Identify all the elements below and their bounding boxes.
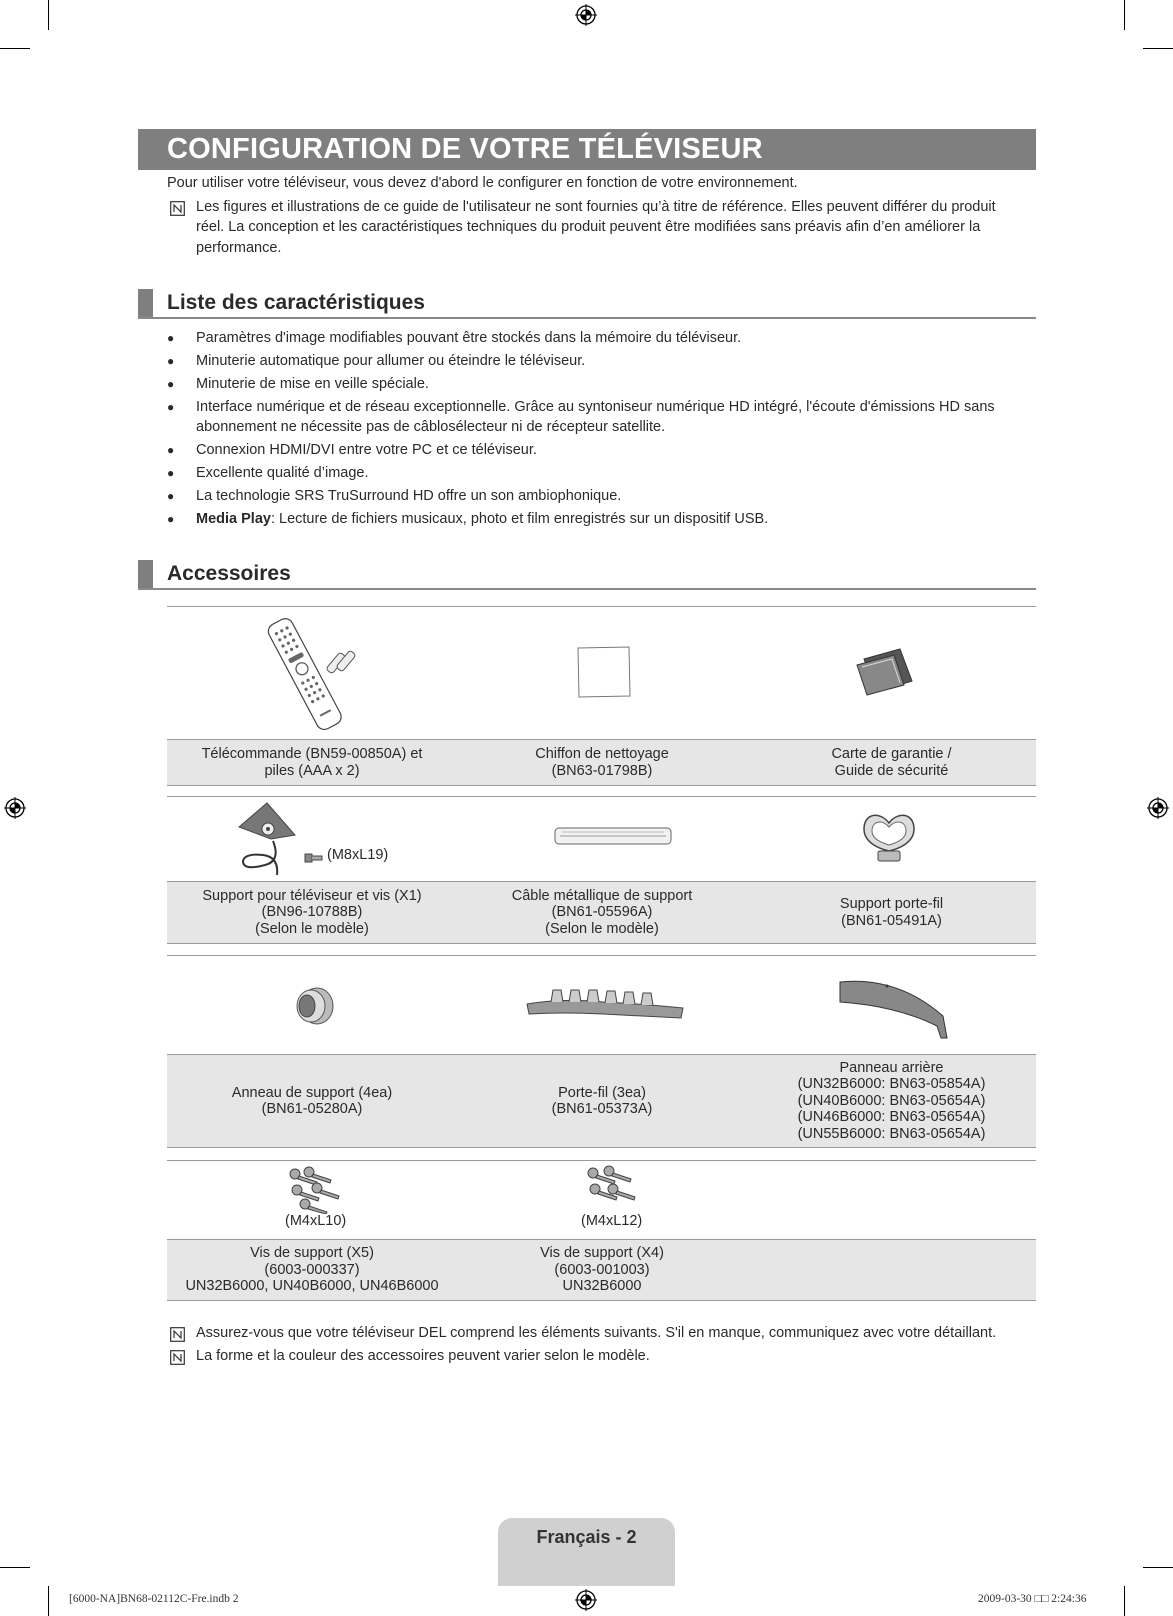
section-marker <box>138 560 153 588</box>
registration-mark-icon <box>1147 797 1169 819</box>
tv-stand-icon <box>235 801 331 881</box>
caption-line: piles (AAA x 2) <box>264 762 360 779</box>
caption-line: (BN96-10788B) <box>261 904 363 921</box>
remote-control-icon <box>262 612 377 737</box>
crop-mark <box>1124 1586 1125 1616</box>
caption-row <box>167 1054 1036 1148</box>
accessories-row <box>167 955 1036 1148</box>
caption-line: (BN63-01798B) <box>551 762 653 779</box>
note-icon <box>170 1327 185 1342</box>
accessories-row <box>167 606 1036 786</box>
features-list <box>167 328 1037 532</box>
accessory-caption-screws-x5 <box>167 1240 457 1300</box>
screws-icon <box>585 1165 641 1209</box>
list-item <box>167 509 1037 529</box>
crop-mark <box>0 1567 30 1568</box>
caption-line: Vis de support (X5) <box>250 1245 374 1262</box>
cable-tie-icon <box>523 986 687 1026</box>
caption-line: (6003-000337) <box>264 1261 360 1278</box>
accessories-heading: Accessoires <box>167 562 291 585</box>
list-item-line: abonnement ne nécessite pas de câblosélecteur ni de récepteur satellite. <box>196 419 666 435</box>
accessories-section-heading <box>138 560 1036 590</box>
list-item-line: Interface numérique et de réseau exceptionnelle. Grâce au syntoniseur numérique HD intégré, l'écoute d'émissions HD sans <box>196 399 995 415</box>
caption-line: Chiffon de nettoyage <box>535 746 669 762</box>
caption-line: Guide de sécurité <box>834 762 949 779</box>
accessories-row <box>167 796 1036 944</box>
caption-line: Télécommande (BN59-00850A) et <box>201 746 423 762</box>
accessory-caption-ring <box>167 1055 457 1147</box>
list-item: ● Minuterie de mise en veille spéciale. <box>167 374 1037 394</box>
crop-mark <box>48 0 49 30</box>
caption-line: (BN61-05491A) <box>841 912 942 929</box>
caption-row <box>167 881 1036 944</box>
caption-line: (BN61-05373A) <box>551 1101 653 1117</box>
media-play-description: : Lecture de fichiers musicaux, photo et film enregistrés sur un dispositif USB. <box>270 511 769 527</box>
features-heading: Liste des caractéristiques <box>167 291 425 314</box>
caption-line: (Selon le modèle) <box>545 920 659 937</box>
crop-mark <box>0 48 30 49</box>
crop-mark <box>48 1586 49 1616</box>
crop-mark <box>1143 1567 1173 1568</box>
media-play-label: Media Play <box>196 511 271 527</box>
warranty-card-icon <box>854 645 916 697</box>
note-text: Assurez-vous que votre téléviseur DEL comprend les éléments suivants. S'il en manque, communiquez avec votre détaillant. <box>196 1325 997 1341</box>
screw-size-label: (M4xL10) <box>285 1213 347 1229</box>
caption-line: (UN55B6000: BN63-05654A) <box>797 1125 986 1142</box>
support-ring-icon <box>289 984 337 1028</box>
support-cable-icon <box>552 823 674 849</box>
accessory-caption-cable-tie <box>457 1055 747 1147</box>
list-item <box>167 397 1037 437</box>
note-icon <box>170 201 185 216</box>
cleaning-cloth-icon <box>575 645 633 699</box>
intro-text: Pour utiliser votre téléviseur, vous devez d'abord le configurer en fonction de votre environnement. <box>167 175 798 191</box>
back-panel-icon <box>837 976 953 1042</box>
note-text: La forme et la couleur des accessoires peuvent varier selon le modèle. <box>196 1348 650 1364</box>
list-item: ● Minuterie automatique pour allumer ou éteindre le téléviseur. <box>167 351 1037 371</box>
accessory-caption-cloth <box>457 740 747 785</box>
accessory-caption-screws-x4 <box>457 1240 747 1300</box>
section-marker <box>138 289 153 317</box>
crop-mark <box>1124 0 1125 30</box>
caption-line: (UN40B6000: BN63-05654A) <box>797 1092 986 1109</box>
caption-line: Carte de garantie / <box>831 746 952 762</box>
stand-screw-icon <box>304 851 324 865</box>
intro-note-line: réel. La conception et les caractéristiques techniques du produit peuvent être modifiées sans préavis afin d’en améliorer la <box>196 219 981 235</box>
caption-row <box>167 739 1036 786</box>
registration-mark-icon <box>575 1589 597 1611</box>
print-slug-left: [6000-NA]BN68-02112C-Fre.indb 2 <box>69 1593 239 1605</box>
caption-line: (Selon le modèle) <box>255 920 369 937</box>
intro-note-line: performance. <box>196 240 282 256</box>
features-section-heading <box>138 289 1036 319</box>
list-item: ● Connexion HDMI/DVI entre votre PC et ce téléviseur. <box>167 440 1037 460</box>
screws-icon <box>287 1166 347 1214</box>
screw-size-label: (M4xL12) <box>581 1213 643 1229</box>
caption-line: Vis de support (X4) <box>540 1245 664 1262</box>
registration-mark-icon <box>575 4 597 26</box>
list-item: ● Excellente qualité d’image. <box>167 463 1037 483</box>
caption-line: Câble métallique de support <box>511 887 693 904</box>
caption-line: (BN61-05280A) <box>261 1101 363 1117</box>
cable-holder-icon <box>860 809 918 865</box>
accessory-caption-back-panel <box>747 1055 1036 1147</box>
caption-line: Support porte-fil <box>839 896 944 912</box>
caption-line: UN32B6000, UN40B6000, UN46B6000 <box>185 1278 439 1295</box>
accessory-caption-remote <box>167 740 457 785</box>
list-item: ● La technologie SRS TruSurround HD offre un son ambiophonique. <box>167 486 1037 506</box>
caption-line: Support pour téléviseur et vis (X1) <box>202 887 422 904</box>
note-icon <box>170 1350 185 1365</box>
accessories-row <box>167 1160 1036 1300</box>
page-title-bar <box>138 129 1036 170</box>
caption-line: (UN46B6000: BN63-05654A) <box>797 1109 986 1126</box>
screw-size-label: (M8xL19) <box>327 847 389 863</box>
page-number-tab <box>498 1518 675 1586</box>
caption-line: Panneau arrière <box>839 1059 944 1076</box>
registration-mark-icon <box>4 797 26 819</box>
caption-row <box>167 1239 1036 1301</box>
caption-line: (UN32B6000: BN63-05854A) <box>797 1076 986 1093</box>
accessory-caption-warranty <box>747 740 1036 785</box>
caption-line: (BN61-05596A) <box>551 904 653 921</box>
page-number: Français - 2 <box>536 1527 637 1547</box>
list-item: ● Paramètres d'image modifiables pouvant être stockés dans la mémoire du téléviseur. <box>167 328 1037 348</box>
caption-line: Anneau de support (4ea) <box>231 1084 393 1101</box>
print-slug-right: 2009-03-30 □□ 2:24:36 <box>978 1593 1087 1605</box>
caption-line: Porte-fil (3ea) <box>558 1084 646 1101</box>
intro-note-line: Les figures et illustrations de ce guide de l'utilisateur ne sont fournies qu’à titre de référence. Elles peuvent différer du produit <box>196 199 996 215</box>
caption-line: (6003-001003) <box>554 1261 650 1278</box>
page-title: CONFIGURATION DE VOTRE TÉLÉVISEUR <box>167 133 763 165</box>
crop-mark <box>1143 48 1173 49</box>
accessory-caption-stand <box>167 882 457 943</box>
accessory-caption-cable <box>457 882 747 943</box>
accessory-caption-cable-holder <box>747 882 1036 943</box>
caption-line: UN32B6000 <box>562 1278 642 1295</box>
